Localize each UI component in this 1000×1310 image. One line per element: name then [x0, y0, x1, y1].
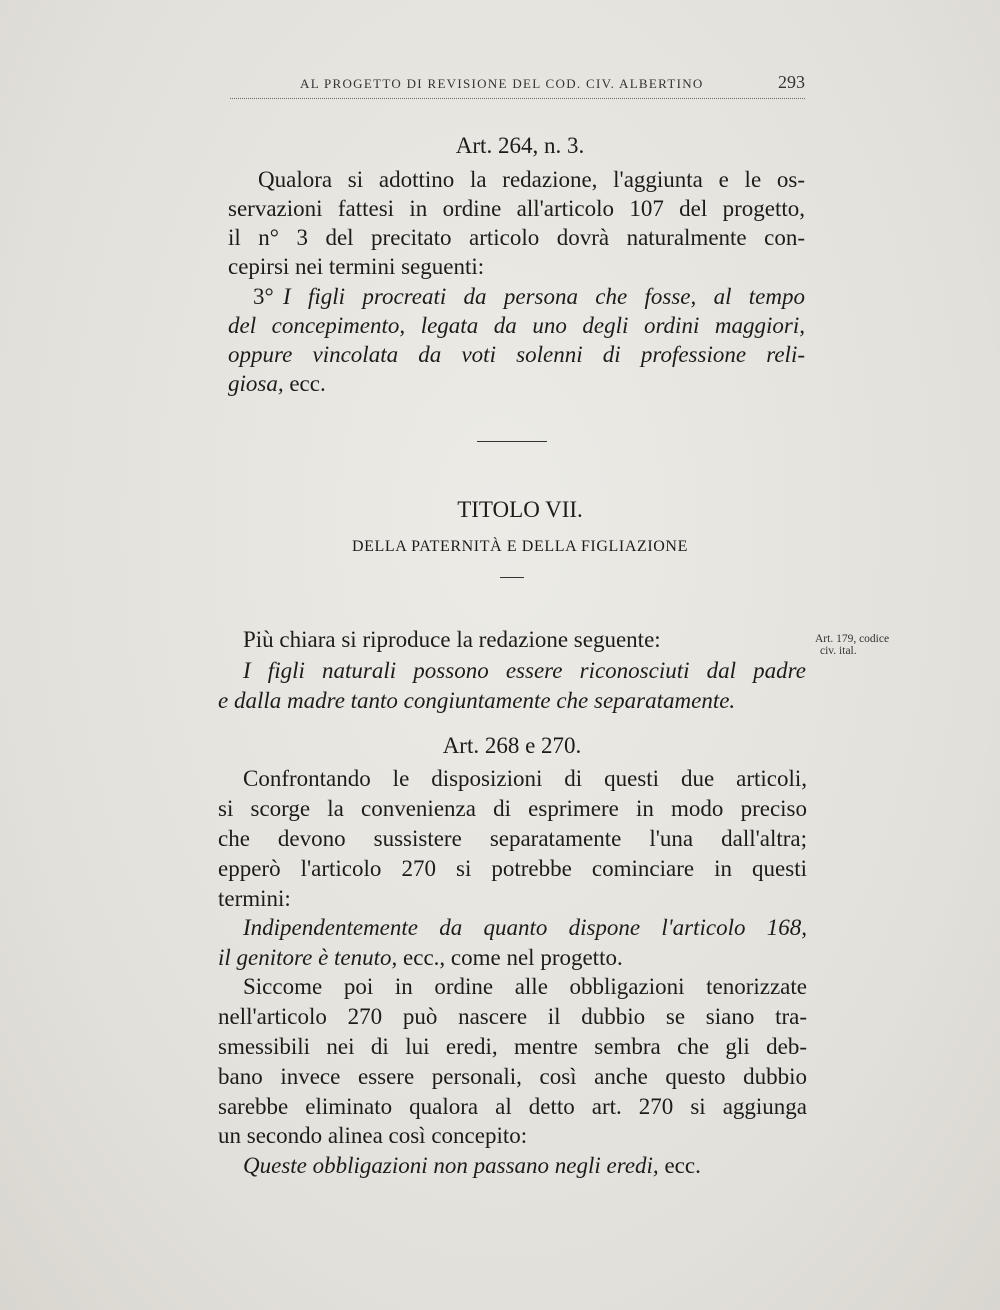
- quoted-text-end: [228, 369, 326, 398]
- quoted-text-final-italic: Queste obbligazioni non passano negli eredi,: [243, 1153, 659, 1178]
- paragraph-line: che devono sussistere separatamente l'una dall'altra;: [218, 826, 807, 851]
- quoted-text-line: del concepimento, legata da uno degli ordini maggiori,: [228, 313, 805, 338]
- page-number: 293: [778, 72, 805, 92]
- quoted-text-line-mixed: [218, 943, 623, 972]
- running-head: AL PROGETTO DI REVISIONE DEL COD. CIV. ALBERTINO: [300, 76, 704, 91]
- paragraph-line: bano invece essere personali, così anche questo dubbio: [218, 1064, 807, 1089]
- paragraph-line: termini:: [218, 886, 291, 911]
- quoted-text-line: I figli naturali possono essere riconosciuti dal padre: [243, 658, 806, 683]
- section-divider: [477, 441, 547, 442]
- paragraph-line: epperò l'articolo 270 si potrebbe cominciare in questi: [218, 856, 807, 881]
- quoted-text-italic: il genitore è tenuto,: [218, 945, 398, 970]
- paragraph-line: Qualora si adottino la redazione, l'aggiunta e le os-: [258, 167, 805, 192]
- paragraph-line: smessibili nei di lui eredi, mentre sembra che gli deb-: [218, 1034, 807, 1059]
- margin-note-line: civ. ital.: [820, 645, 857, 657]
- title-divider: [500, 577, 524, 578]
- paragraph-line: Più chiara si riproduce la redazione seguente:: [243, 627, 661, 652]
- quoted-text-line: oppure vincolata da voti solenni di professione reli-: [228, 342, 805, 367]
- paragraph-line: si scorge la convenienza di esprimere in modo preciso: [218, 796, 807, 821]
- paragraph-line: Siccome poi in ordine alle obbligazioni tenorizzate: [243, 974, 807, 999]
- quoted-text-line: I figli procreati da persona che fosse, al tempo: [283, 284, 805, 309]
- quote-number: 3°: [253, 284, 274, 309]
- chapter-subtitle: DELLA PATERNITÀ E DELLA FIGLIAZIONE: [352, 538, 688, 555]
- quoted-text-final-roman: ecc.: [664, 1153, 701, 1178]
- quoted-text-line: Indipendentemente da quanto dispone l'articolo 168,: [243, 915, 807, 940]
- quoted-text-end-italic: giosa,: [228, 371, 284, 396]
- chapter-title: TITOLO VII.: [457, 497, 583, 522]
- margin-note-line: Art. 179, codice: [815, 633, 890, 645]
- paragraph-line: sarebbe eliminato qualora al detto art. 270 si aggiunga: [218, 1094, 807, 1119]
- paragraph-line: servazioni fattesi in ordine all'articolo 107 del progetto,: [228, 196, 805, 221]
- quoted-text-final: [243, 1151, 701, 1180]
- paragraph-line: un secondo alinea così concepito:: [218, 1123, 528, 1148]
- article-heading-264: Art. 264, n. 3.: [455, 133, 585, 158]
- page-header: [230, 74, 805, 99]
- paragraph-line: il n° 3 del precitato articolo dovrà naturalmente con-: [228, 225, 805, 250]
- paragraph-line: Confrontando le disposizioni di questi due articoli,: [243, 766, 807, 791]
- article-heading-268-270: Art. 268 e 270.: [442, 733, 582, 758]
- quoted-text-line: e dalla madre tanto congiuntamente che separatamente.: [218, 688, 736, 713]
- paragraph-line: cepirsi nei termini seguenti:: [228, 254, 485, 279]
- quoted-text-end-roman: ecc.: [289, 371, 326, 396]
- quoted-text-roman: ecc., come nel progetto.: [403, 945, 623, 970]
- paragraph-line: nell'articolo 270 può nascere il dubbio se siano tra-: [218, 1004, 807, 1029]
